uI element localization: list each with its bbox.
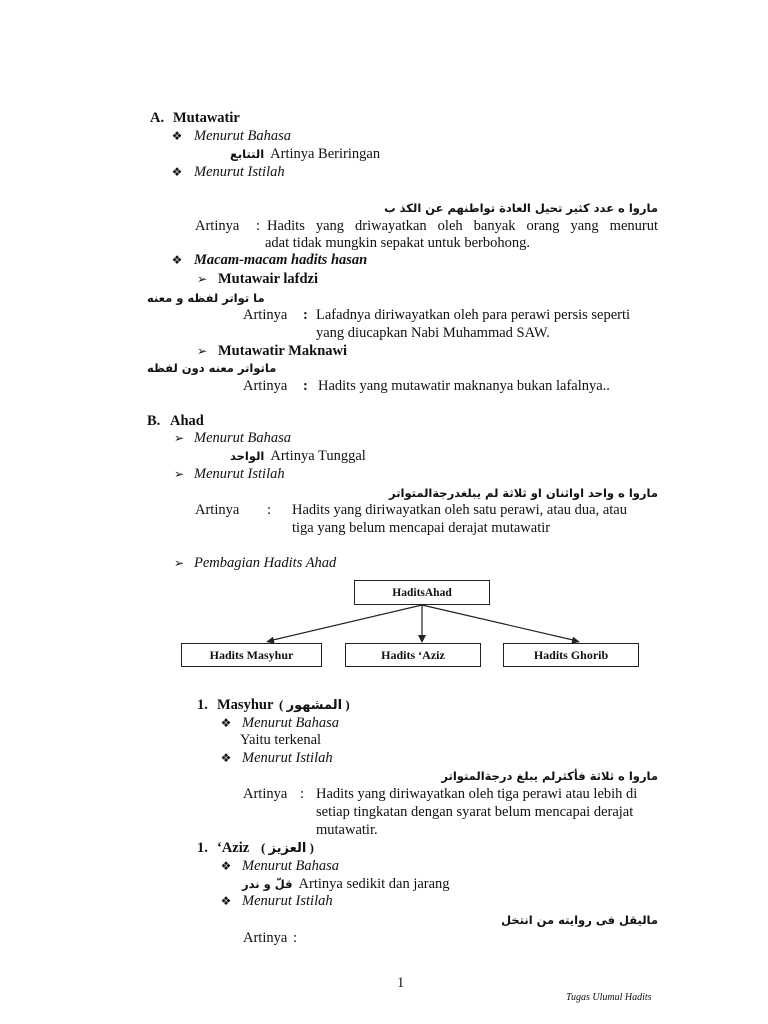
- item-title: Masyhur: [217, 697, 274, 713]
- arabic-definition: ماروا ه ثلاثة فأكثرلم يبلغ درجةالمتواتر: [441, 769, 658, 783]
- artinya-label: Artinya: [195, 502, 240, 518]
- menurut-istilah-label: Menurut Istilah: [242, 750, 333, 766]
- menurut-bahasa-label: Menurut Bahasa: [242, 858, 340, 874]
- diamond-bullet-icon: [219, 857, 233, 875]
- arrow-head: [418, 635, 426, 643]
- diamond-bullet-icon: [170, 251, 184, 269]
- artinya-label: Artinya: [243, 930, 288, 946]
- macam-macam-label: Macam-macam hadits hasan: [194, 252, 368, 268]
- meaning-text: Yaitu terkenal: [240, 732, 322, 748]
- artinya-text-line: adat tidak mungkin sepakat untuk berbohong.: [265, 235, 530, 251]
- artinya-text-line: Hadits yang mutawatir maknanya bukan lafalnya..: [318, 378, 610, 394]
- menurut-istilah-label: Menurut Istilah: [194, 164, 285, 180]
- diamond-bullet-icon: [170, 163, 184, 181]
- arabic-definition: ما تواتر لفظه و معنه: [147, 291, 265, 305]
- bahasa-meaning-row: [230, 145, 380, 163]
- arabic-definition: ماتواتر معنه دون لفظه: [147, 361, 277, 375]
- section-a-marker: A.: [150, 110, 165, 126]
- meaning-text: Artinya Tunggal: [270, 448, 366, 464]
- artinya-text-line: Hadits yang diriwayatkan oleh satu perawi, atau dua, atau: [292, 502, 627, 518]
- menurut-bahasa-label: Menurut Bahasa: [194, 430, 292, 446]
- section-a-title: Mutawatir: [173, 110, 240, 126]
- artinya-label: Artinya: [243, 378, 288, 394]
- item-title: ‘Aziz: [217, 840, 250, 856]
- artinya-text-line: Lafadnya diriwayatkan oleh para perawi persis seperti: [316, 307, 631, 323]
- item-number: 1.: [197, 697, 208, 713]
- artinya-colon: :: [303, 378, 308, 394]
- arrow-left-icon: [273, 605, 422, 640]
- arabic-term: التتابع: [230, 147, 265, 161]
- bahasa-meaning-row: [230, 447, 366, 465]
- section-b-title: Ahad: [170, 413, 204, 429]
- artinya-text-line: tiga yang belum mencapai derajat mutawatir: [292, 520, 551, 536]
- artinya-text-line: yang diucapkan Nabi Muhammad SAW.: [316, 325, 550, 341]
- subtype-title: Mutawair lafdzi: [218, 271, 319, 287]
- menurut-istilah-label: Menurut Istilah: [242, 893, 333, 909]
- arabic-term: قلّ و ندر: [242, 877, 293, 891]
- meaning-text: Artinya Beriringan: [270, 146, 381, 162]
- artinya-colon: :: [267, 502, 272, 518]
- subtype-title: Mutawatir Maknawi: [218, 343, 348, 359]
- artinya-label: Artinya: [243, 307, 288, 323]
- diamond-bullet-icon: [170, 127, 184, 145]
- bahasa-meaning-row: [242, 875, 450, 893]
- arrow-bullet-icon: [195, 342, 209, 360]
- artinya-colon: :: [256, 218, 261, 234]
- artinya-text-line: setiap tingkatan dengan syarat belum mencapai derajat: [316, 804, 634, 820]
- footer-note: Tugas Ulumul Hadits: [566, 992, 652, 1003]
- artinya-colon: :: [293, 930, 298, 946]
- menurut-bahasa-label: Menurut Bahasa: [242, 715, 340, 731]
- item-arabic-title: ( العزيز ): [261, 840, 314, 855]
- arrow-bullet-icon: [172, 429, 186, 447]
- diagram-root-box: HaditsAhad: [354, 580, 490, 605]
- arrow-right-icon: [422, 605, 573, 640]
- artinya-label: Artinya: [195, 218, 240, 234]
- meaning-text: Artinya sedikit dan jarang: [298, 876, 450, 892]
- artinya-text-line: Hadits yang driwayatkan oleh banyak orang yang menurut: [267, 218, 658, 234]
- arabic-definition: ماليقل فى روايته من انتخل: [501, 913, 658, 927]
- menurut-bahasa-label: Menurut Bahasa: [194, 128, 292, 144]
- diamond-bullet-icon: [219, 749, 233, 767]
- arabic-definition: ماروا ه عدد كثير تحيل العادة تواطنهم عن الكذ ب: [384, 201, 658, 215]
- arrow-bullet-icon: [172, 554, 186, 572]
- page-number: 1: [397, 975, 405, 991]
- artinya-colon: :: [303, 307, 308, 323]
- artinya-colon: :: [300, 786, 305, 802]
- diamond-bullet-icon: [219, 892, 233, 910]
- menurut-istilah-label: Menurut Istilah: [194, 466, 285, 482]
- artinya-text-line: mutawatir.: [316, 822, 378, 838]
- diagram-child-masyhur: Hadits Masyhur: [181, 643, 322, 667]
- diamond-bullet-icon: [219, 714, 233, 732]
- arrow-bullet-icon: [172, 465, 186, 483]
- section-b-marker: B.: [147, 413, 161, 429]
- item-number: 1.: [197, 840, 208, 856]
- arabic-term: الواحد: [230, 449, 265, 463]
- artinya-text-line: Hadits yang diriwayatkan oleh tiga perawi atau lebih di: [316, 786, 638, 802]
- diagram-child-ghorib: Hadits Ghorib: [503, 643, 639, 667]
- diagram-child-aziz: Hadits ‘Aziz: [345, 643, 481, 667]
- arabic-definition: ماروا ه واحد اواثنان او ثلاثة لم يبلغدرجةالمتواتر: [389, 486, 658, 500]
- arrow-bullet-icon: [195, 270, 209, 288]
- artinya-label: Artinya: [243, 786, 288, 802]
- pembagian-label: Pembagian Hadits Ahad: [194, 555, 337, 571]
- item-arabic-title: ( المشهور ): [279, 697, 350, 712]
